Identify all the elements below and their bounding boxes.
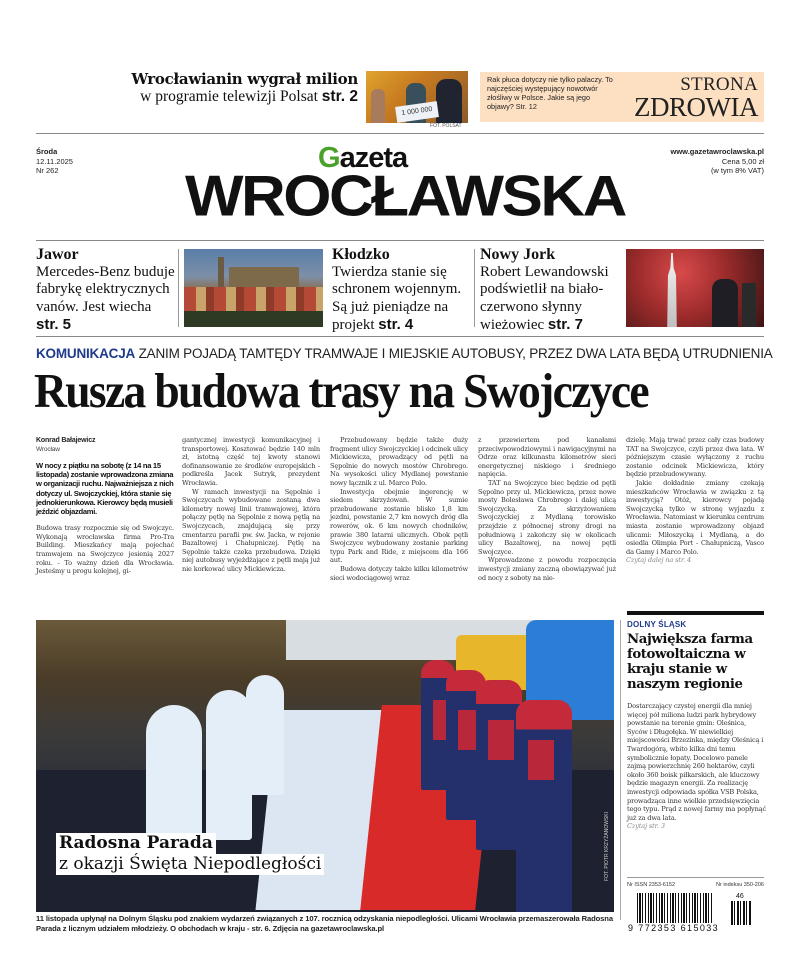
top-teaser-title: Wrocławianin wygrał milion xyxy=(131,70,358,88)
top-teaser-subtitle: w programie telewizji Polsat str. 2 xyxy=(140,88,358,105)
article-column-1: Konrad Bałajewicz Wrocław W nocy z piątku na sobotę (z 14 na 15 listopada) zostanie wprowadzona zmiana w organizacji ruchu. Najważniejsza z nich dotyczy ul. Swojczyckiej, która stanie się jednokierunkowa. Kierowcy będą musieli jeździć objazdami. Budowa trasy rozpocznie się od Swojczyc. Wykonają wrocławska firma Pro-Tra Building. Mieszkańcy mają pojechać tramwajem na Swojczyce jesienią 2027 roku. - To ważny dzień dla Wrocławia. Jesteśmy u progu kolejnej, gi- xyxy=(36,437,174,576)
photo-story-title: Radosna Parada z okazji Święta Niepodległości xyxy=(56,833,324,875)
teaser-nowy-jork-photo[interactable] xyxy=(626,249,764,327)
article-column-2: gantycznej inwestycji komunikacyjnej i transportowej. Kosztować będzie 140 mln zł, istotną część tej kwoty stanowi dofinansowanie ze środków europejskich - podkreśla Jacek Sutryk, prezydent Wrocławia. W ramach inwestycji na Sępolnie i Swojczycach wybudowane zostaną dwa kilometry nowej linii tramwajowej, która połączy pętlę na Sępolnie z nową pętlą na Swojczycach, znajdującą się przy cmentarzu parafii pw. św. Jacka, w rejonie Bazaltowej i Chałupniczej. Pętlę na Sępolnie także czeka przebudowa. Dzięki niej autobusy wyjeżdżające z pętli mają już nie korkować ulicy Mickiewicza. xyxy=(182,436,320,573)
barcode xyxy=(637,893,712,925)
logo-wroclawska: WROCŁAWSKA xyxy=(185,164,625,229)
divider xyxy=(620,620,621,920)
top-teaser[interactable] xyxy=(100,70,358,106)
divider xyxy=(178,249,179,327)
barcode-number: 9 772353 615033 xyxy=(628,923,728,933)
page-ref: str. 7 xyxy=(547,316,583,333)
teaser-klodzko-photo[interactable] xyxy=(184,249,323,327)
article-lead: W nocy z piątku na sobotę (z 14 na 15 listopada) zostanie wprowadzona zmiana w organizacji ruchu. Najważniejsza z nich dotyczy ul. Swojczyckiej, która stanie się jednokierunkowa. Kierowcy będą musieli jeździć objazdami. xyxy=(36,461,174,517)
issue-date: 12.11.2025 xyxy=(36,156,73,166)
website-link[interactable]: www.gazetawroclawska.pl xyxy=(670,147,764,156)
photo-credit: FOT. POLSAT xyxy=(430,123,462,129)
top-teaser-photo[interactable] xyxy=(366,71,468,123)
divider xyxy=(474,249,475,327)
vat-note: (w tym 8% VAT) xyxy=(710,166,764,175)
price: Cena 5,00 zł xyxy=(721,156,764,166)
price-meta xyxy=(670,147,764,176)
issue-day: Środa xyxy=(36,147,58,156)
author: Konrad Bałajewicz xyxy=(36,437,96,444)
sidebar-top-bar xyxy=(627,611,764,615)
sidebar-title: Największa farma fotowoltaiczna w kraju stanie w naszym regionie xyxy=(627,632,753,692)
sidebar-story[interactable] xyxy=(627,620,767,831)
teaser-nowy-jork[interactable]: Nowy Jork Robert Lewandowski podświetlił na biało-czerwono słynny wieżowiec str. 7 xyxy=(480,246,622,335)
teaser-location: Kłodzko xyxy=(332,246,390,263)
barcode-addon xyxy=(731,901,751,925)
issn: Nr ISSN 2353-6152 xyxy=(627,882,675,888)
health-promo-text: Rak płuca dotyczy nie tylko palaczy. To najczęściej występujący nowotwór złośliwy w Polsce. Jakie są jego objawy? Str. 12 xyxy=(487,75,613,111)
issue-meta xyxy=(36,147,73,176)
barcode-addon-number: 46 xyxy=(736,893,744,900)
page-ref: str. 5 xyxy=(36,316,72,333)
continued-link[interactable]: Czytaj dalej na str. 4 xyxy=(626,556,692,565)
sidebar-category: DOLNY ŚLĄSK xyxy=(627,620,687,629)
photo-credit: FOT. PIOTR KRZYŻANOWSKI xyxy=(604,812,610,881)
divider xyxy=(36,336,764,337)
sidebar-body: Dostarczający czystej energii dla mniej więcej pół miliona ludzi park hybrydowy powstanie na terenie gmin: Oleśnica, Syców i Długołęka. W niewielkiej miejscowości Brzezinka, między Oleśnicą i Twardogórą, wbito kilka dni temu symbolicznie łopaty. Docelowo panele zajmą powierzchnię 260 hektarów, czyli około 360 boisk piłkarskich, ale kluczowy będzie magazyn energii. Za realizację inwestycji odpowiada spółka VSB Polska, prowadząca inne wielkie przedsięwzięcia tego typu. Prąd z nowej farmy ma popłynąć już za dwa lata. Czytaj str. 3 xyxy=(627,702,767,831)
publication-codes xyxy=(627,882,764,888)
article-column-4: z przewiertem pod kanałami przeciwpowodziowymi i nawigacyjnymi na Odrze oraz kilkunastu kilometrów sieci energetycznej niskiego i średniego napięcia. TAT na Swojczyce biec będzie od pętli Sępolno przy ul. Mickiewicza, przez nowe mosty Bolesława Chrobrego i dalej ulicą Swojczycką. Za skrzyżowaniem Swojczyckiej z Mydlaną torowisko przejdzie z północnej strony drogi na południową i zakończy się w okolicach ulicy Bazaltowej, na nowej pętli Swojczyce. Wprowadzone z powodu rozpoczęcia inwestycji zmiany zaczną obowiązywać już od nocy z soboty na nie- xyxy=(478,436,616,582)
index-number: Nr indeksu 350-206 xyxy=(715,882,764,888)
divider xyxy=(36,240,764,241)
logo-gazeta: Gazeta xyxy=(318,142,408,174)
divider xyxy=(36,133,764,134)
page-ref: str. 4 xyxy=(378,316,414,333)
lead-headline[interactable]: Rusza budowa trasy na Swojczyce xyxy=(34,363,648,418)
dateline: Wrocław xyxy=(36,446,60,453)
health-promo-brand: STRONA ZDROWIA xyxy=(634,74,758,122)
photo-caption: 11 listopada upłynął na Dolnym Śląsku pod znakiem wydarzeń związanych z 107. rocznicą odzyskania niepodległości. Ulicami Wrocławia przemaszerowała Radosna Parada z licznym udziałem młodzieży. O obchodach w kraju - str. 6. Zdjęcia na gazetawroclawska.pl xyxy=(36,914,613,933)
story-category: KOMUNIKACJA xyxy=(36,346,136,361)
teaser-klodzko[interactable]: Kłodzko Twierdza stanie się schronem wojennym. Są już pieniądze na projekt str. 4 xyxy=(332,246,472,335)
teaser-location: Nowy Jork xyxy=(480,246,556,263)
article-column-5: dzielę. Mają trwać przez cały czas budowy TAT na Swojczyce, czyli przez dwa lata. W późniejszym czasie wyłączony z ruchu zostanie odcinek Mickiewicza, który będzie przebudowywany. Jakie dokładnie zmiany czekają mieszkańców Wrocławia w związku z tą inwestycją? Otóż, kierowcy pojadą Swojczycką tylko w stronę wyjazdu z Wrocławia. Natomiast w kierunku centrum miasta zostanie wprowadzony objazd ulicami: Miłoszycką i Mydlaną, a do osiedla Olimpia Port - Chałupniczą, Vasco da Gamy i Marco Polo. Czytaj dalej na str. 4 xyxy=(626,436,765,565)
teaser-location: Jawor xyxy=(36,246,79,263)
divider xyxy=(627,877,764,878)
sidebar-continued-link[interactable]: Czytaj str. 3 xyxy=(627,822,665,831)
prize-check: 1 000 000 xyxy=(395,101,439,123)
story-kicker: KOMUNIKACJA ZANIM POJADĄ TAMTĘDY TRAMWAJE I MIEJSKIE AUTOBUSY, PRZEZ DWA LATA BĘDĄ UTRUDNIENIA xyxy=(36,346,773,361)
issue-number: Nr 262 xyxy=(36,166,59,175)
teaser-jawor[interactable]: Jawor Mercedes-Benz buduje fabrykę elektrycznych vanów. Jest wiecha str. 5 xyxy=(36,246,175,333)
health-promo[interactable] xyxy=(480,72,764,122)
top-teaser-page-ref: str. 2 xyxy=(321,88,358,105)
article-column-3: Przebudowany będzie także duży fragment ulicy Swojczyckiej i odcinek ulicy Mickiewicza, prowadzący od pętli na Sępolnie do nowych mostów Chrobrego. Na wysokości ulicy Mydlanej powstanie nowy łącznik z ul. Marco Polo. Inwestycja obejmie ingerencję w siedem skrzyżowań. W sumie przebudowane zostanie blisko 1,8 km jezdni, powstanie 2,7 km nowych dróg dla rowerów, ok. 6 km nowych chodników, prawie 380 latarni ulicznych. Obok pętli Swojczyce wybudowany zostanie parking typu Park and Ride, z miejscem dla 166 aut. Budowa dotyczy także kilku kilometrów sieci wodociągowej wraz xyxy=(330,436,468,582)
